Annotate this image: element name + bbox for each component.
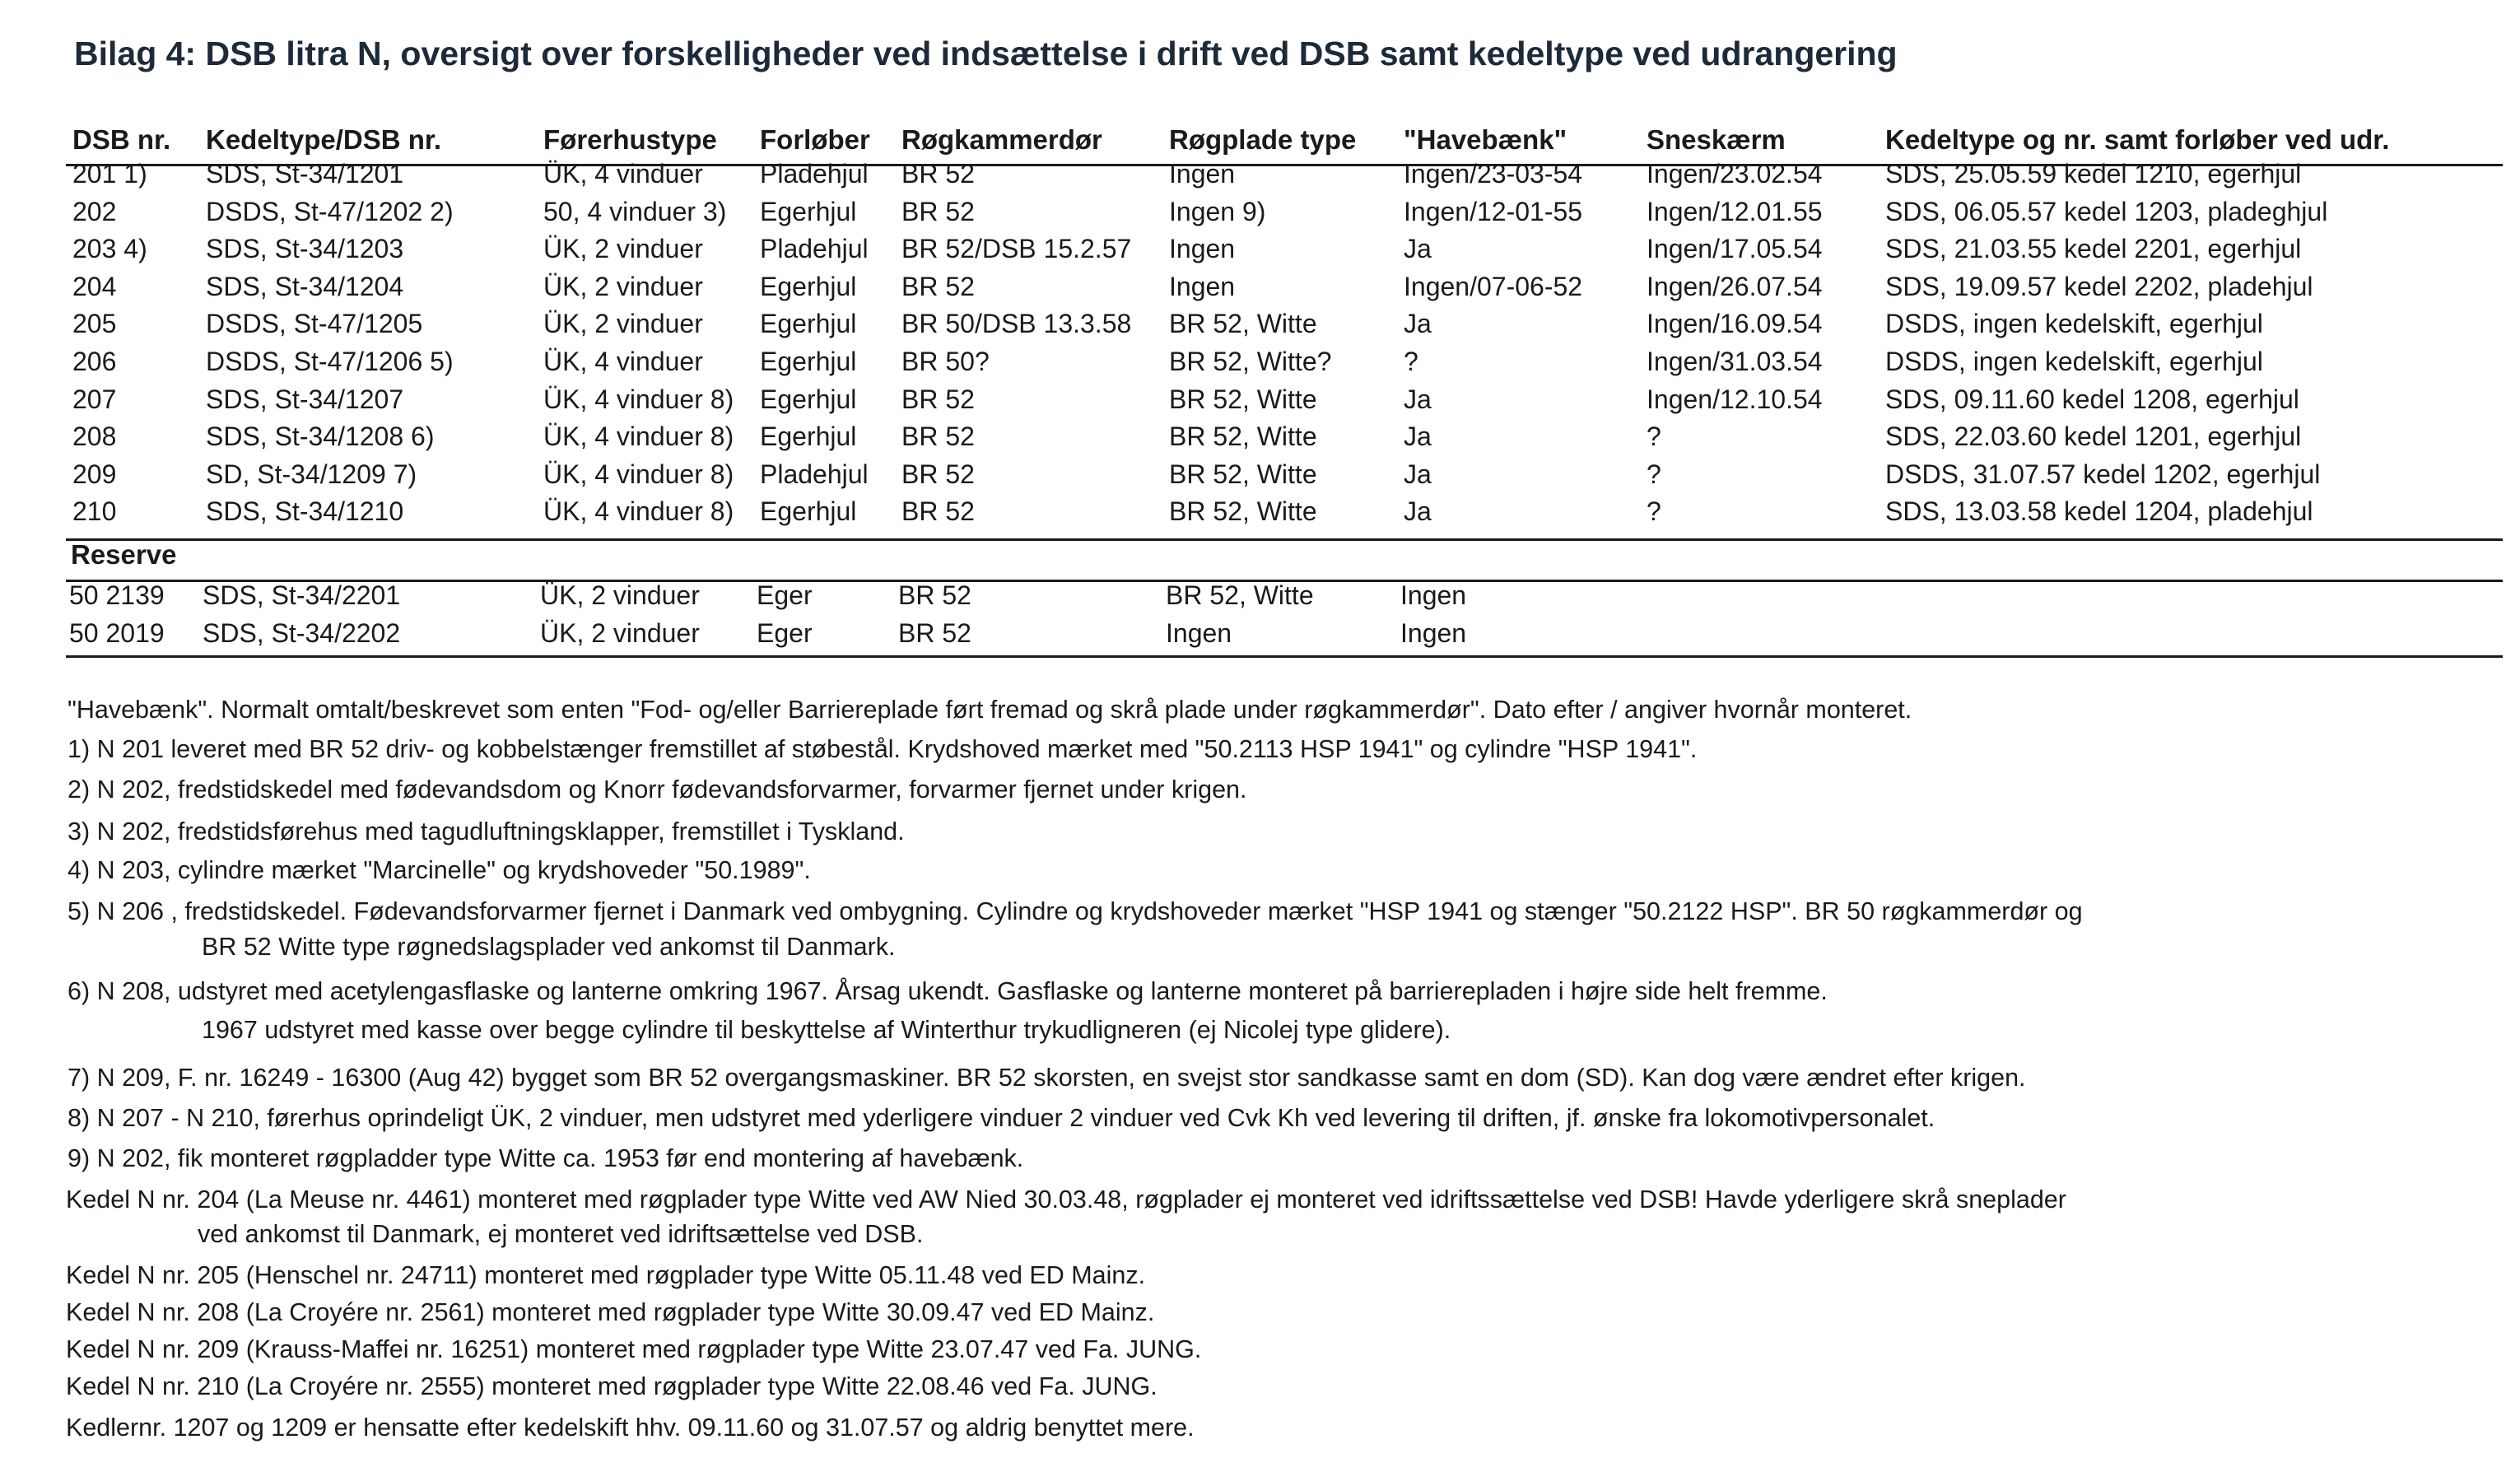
- table-cell-sneskaerm: Ingen/16.09.54: [1647, 309, 1823, 338]
- footnote-line: ved ankomst til Danmark, ej monteret ved idriftsættelse ved DSB.: [198, 1220, 924, 1248]
- table-cell-sneskaerm: ?: [1647, 422, 1661, 451]
- table-cell-kedeltype-udr: SDS, 09.11.60 kedel 1208, egerhjul: [1885, 384, 2299, 414]
- reserve-cell-kedeltype: SDS, St-34/2201: [203, 580, 401, 610]
- table-cell-forerhustype: ÜK, 4 vinduer 8): [543, 384, 734, 414]
- table-cell-forerhustype: ÜK, 4 vinduer 8): [543, 422, 734, 451]
- footnote-line: BR 52 Witte type røgnedslagsplader ved ankomst til Danmark.: [202, 933, 896, 961]
- table-cell-forerhustype: ÜK, 2 vinduer: [543, 234, 703, 263]
- reserve-cell-forlober: Eger: [757, 580, 813, 610]
- table-cell-havebaenk: Ja: [1404, 496, 1432, 526]
- footnote-line: 2) N 202, fredstidskedel med fødevandsdom og Knorr fødevandsforvarmer, forvarmer fjernet under krigen.: [68, 776, 1247, 804]
- table-cell-havebaenk: Ja: [1404, 384, 1432, 414]
- reserve-cell-forlober: Eger: [757, 618, 813, 648]
- table-cell-kedeltype: SDS, St-34/1208 6): [206, 422, 435, 451]
- table-cell-dsb-nr: 204: [72, 272, 117, 301]
- table-cell-kedeltype: SDS, St-34/1203: [206, 234, 404, 263]
- table-cell-dsb-nr: 202: [72, 197, 117, 226]
- table-cell-kedeltype: SDS, St-34/1204: [206, 272, 404, 301]
- table-cell-dsb-nr: 201 1): [72, 159, 147, 189]
- table-cell-kedeltype-udr: SDS, 19.09.57 kedel 2202, pladehjul: [1885, 272, 2313, 301]
- table-cell-havebaenk: Ingen/23-03-54: [1404, 159, 1583, 189]
- table-cell-rogkammerdor: BR 50/DSB 13.3.58: [901, 309, 1132, 338]
- reserve-cell-rogplade-type: Ingen: [1166, 618, 1232, 648]
- table-cell-dsb-nr: 205: [72, 309, 117, 338]
- table-cell-rogkammerdor: BR 52: [901, 197, 975, 226]
- footnote-line: 7) N 209, F. nr. 16249 - 16300 (Aug 42) bygget som BR 52 overgangsmaskiner. BR 52 skorsten, en svejst stor sandkasse samt en dom (SD). Kan dog være ændret efter krigen.: [68, 1064, 2026, 1092]
- column-header-dsb-nr: DSB nr.: [72, 124, 171, 155]
- table-rule: [66, 538, 2503, 541]
- reserve-cell-forerhustype: ÜK, 2 vinduer: [540, 580, 700, 610]
- table-cell-rogkammerdor: BR 52: [901, 159, 975, 189]
- footnote-line: 6) N 208, udstyret med acetylengasflaske og lanterne omkring 1967. Årsag ukendt. Gasflaske og lanterne monteret på barrierepladen i højre side helt fremme.: [68, 977, 1828, 1005]
- table-cell-rogplade-type: Ingen: [1169, 272, 1236, 301]
- table-cell-kedeltype: DSDS, St-47/1202 2): [206, 197, 454, 226]
- table-cell-dsb-nr: 203 4): [72, 234, 147, 263]
- table-cell-sneskaerm: ?: [1647, 459, 1661, 489]
- table-cell-sneskaerm: Ingen/12.01.55: [1647, 197, 1823, 226]
- footnote-line: 4) N 203, cylindre mærket "Marcinelle" og krydshoveder "50.1989".: [68, 856, 811, 884]
- table-cell-forerhustype: 50, 4 vinduer 3): [543, 197, 727, 226]
- table-cell-rogplade-type: BR 52, Witte: [1169, 459, 1317, 489]
- table-cell-rogkammerdor: BR 52: [901, 459, 975, 489]
- table-cell-dsb-nr: 206: [72, 347, 117, 376]
- table-cell-rogplade-type: BR 52, Witte: [1169, 496, 1317, 526]
- table-cell-havebaenk: Ja: [1404, 422, 1432, 451]
- column-header-forerhustype: Førerhustype: [543, 124, 717, 155]
- table-cell-sneskaerm: Ingen/31.03.54: [1647, 347, 1823, 376]
- table-cell-forlober: Egerhjul: [760, 197, 857, 226]
- table-cell-rogplade-type: BR 52, Witte?: [1169, 347, 1332, 376]
- table-cell-forerhustype: ÜK, 2 vinduer: [543, 272, 703, 301]
- footnote-line: 5) N 206 , fredstidskedel. Fødevandsforvarmer fjernet i Danmark ved ombygning. Cylindre og krydshoveder mærket "HSP 1941 og stænger "50.2122 HSP". BR 50 røgkammerdør og: [68, 897, 2083, 925]
- table-cell-kedeltype-udr: SDS, 21.03.55 kedel 2201, egerhjul: [1885, 234, 2302, 263]
- footnote-line: 9) N 202, fik monteret røgpladder type Witte ca. 1953 før end montering af havebænk.: [68, 1144, 1024, 1172]
- table-cell-kedeltype: SDS, St-34/1210: [206, 496, 404, 526]
- table-cell-kedeltype: SDS, St-34/1207: [206, 384, 404, 414]
- table-cell-rogplade-type: BR 52, Witte: [1169, 384, 1317, 414]
- table-cell-forlober: Egerhjul: [760, 309, 857, 338]
- table-cell-dsb-nr: 207: [72, 384, 117, 414]
- reserve-label: Reserve: [71, 539, 177, 570]
- column-header-sneskaerm: Sneskærm: [1647, 124, 1786, 155]
- reserve-cell-dsb-nr: 50 2019: [69, 618, 165, 648]
- footnote-line: 8) N 207 - N 210, førerhus oprindeligt ÜK, 2 vinduer, men udstyret med yderligere vinduer 2 vinduer ved Cvk Kh ved levering til driften, jf. ønske fra lokomotivpersonalet.: [68, 1104, 1935, 1132]
- column-header-forlober: Forløber: [760, 124, 870, 155]
- table-cell-havebaenk: Ja: [1404, 234, 1432, 263]
- table-cell-rogkammerdor: BR 52: [901, 384, 975, 414]
- reserve-cell-havebaenk: Ingen: [1400, 618, 1467, 648]
- reserve-cell-forerhustype: ÜK, 2 vinduer: [540, 618, 700, 648]
- table-cell-rogkammerdor: BR 52: [901, 496, 975, 526]
- column-header-kedeltype-udr: Kedeltype og nr. samt forløber ved udr.: [1885, 124, 2390, 155]
- table-cell-forlober: Pladehjul: [760, 234, 869, 263]
- table-cell-forerhustype: ÜK, 2 vinduer: [543, 309, 703, 338]
- table-cell-kedeltype-udr: SDS, 25.05.59 kedel 1210, egerhjul: [1885, 159, 2302, 189]
- footnote-line: "Havebænk". Normalt omtalt/beskrevet som enten "Fod- og/eller Barriereplade ført fremad og skrå plade under røgkammerdør". Dato efter / angiver hvornår monteret.: [68, 696, 1912, 724]
- reserve-cell-rogplade-type: BR 52, Witte: [1166, 580, 1314, 610]
- table-cell-kedeltype: DSDS, St-47/1205: [206, 309, 423, 338]
- table-cell-rogkammerdor: BR 52: [901, 272, 975, 301]
- table-cell-kedeltype-udr: SDS, 06.05.57 kedel 1203, pladeghjul: [1885, 197, 2328, 226]
- table-cell-kedeltype-udr: SDS, 13.03.58 kedel 1204, pladehjul: [1885, 496, 2313, 526]
- table-cell-dsb-nr: 208: [72, 422, 117, 451]
- table-cell-forlober: Egerhjul: [760, 384, 857, 414]
- table-cell-forerhustype: ÜK, 4 vinduer: [543, 347, 703, 376]
- table-cell-havebaenk: Ingen/12-01-55: [1404, 197, 1583, 226]
- reserve-cell-rogkammerdor: BR 52: [898, 580, 971, 610]
- footnote-line: Kedel N nr. 210 (La Croyére nr. 2555) monteret med røgplader type Witte 22.08.46 ved Fa. JUNG.: [66, 1372, 1158, 1400]
- table-rule: [66, 655, 2503, 658]
- table-cell-rogplade-type: BR 52, Witte: [1169, 422, 1317, 451]
- table-cell-dsb-nr: 210: [72, 496, 117, 526]
- table-cell-forlober: Pladehjul: [760, 159, 869, 189]
- table-cell-forlober: Egerhjul: [760, 422, 857, 451]
- footnote-line: Kedel N nr. 204 (La Meuse nr. 4461) monteret med røgplader type Witte ved AW Nied 30.03.48, røgplader ej monteret ved idriftssættelse ved DSB! Havde yderligere skrå sneplader: [66, 1186, 2066, 1213]
- table-cell-forerhustype: ÜK, 4 vinduer 8): [543, 459, 734, 489]
- table-cell-forlober: Egerhjul: [760, 272, 857, 301]
- table-cell-kedeltype-udr: DSDS, ingen kedelskift, egerhjul: [1885, 347, 2263, 376]
- table-cell-forlober: Pladehjul: [760, 459, 869, 489]
- table-cell-kedeltype-udr: DSDS, 31.07.57 kedel 1202, egerhjul: [1885, 459, 2321, 489]
- table-cell-sneskaerm: Ingen/23.02.54: [1647, 159, 1823, 189]
- column-header-rogkammerdor: Røgkammerdør: [901, 124, 1102, 155]
- column-header-rogplade-type: Røgplade type: [1169, 124, 1357, 155]
- footnote-line: Kedel N nr. 205 (Henschel nr. 24711) monteret med røgplader type Witte 05.11.48 ved ED Mainz.: [66, 1261, 1146, 1289]
- footnote-line: Kedlernr. 1207 og 1209 er hensatte efter kedelskift hhv. 09.11.60 og 31.07.57 og aldrig benyttet mere.: [66, 1414, 1195, 1442]
- table-cell-forerhustype: ÜK, 4 vinduer: [543, 159, 703, 189]
- footnote-line: Kedel N nr. 208 (La Croyére nr. 2561) monteret med røgplader type Witte 30.09.47 ved ED Mainz.: [66, 1298, 1155, 1326]
- table-cell-kedeltype: SDS, St-34/1201: [206, 159, 404, 189]
- page-title: Bilag 4: DSB litra N, oversigt over forskelligheder ved indsættelse i drift ved DSB samt kedeltype ved udrangering: [74, 35, 1898, 72]
- table-cell-rogkammerdor: BR 52/DSB 15.2.57: [901, 234, 1132, 263]
- table-cell-rogplade-type: Ingen: [1169, 234, 1236, 263]
- table-cell-rogkammerdor: BR 50?: [901, 347, 990, 376]
- table-cell-kedeltype-udr: DSDS, ingen kedelskift, egerhjul: [1885, 309, 2263, 338]
- table-cell-sneskaerm: Ingen/12.10.54: [1647, 384, 1823, 414]
- table-cell-forlober: Egerhjul: [760, 496, 857, 526]
- table-cell-rogplade-type: BR 52, Witte: [1169, 309, 1317, 338]
- table-cell-sneskaerm: ?: [1647, 496, 1661, 526]
- reserve-cell-kedeltype: SDS, St-34/2202: [203, 618, 401, 648]
- table-cell-rogkammerdor: BR 52: [901, 422, 975, 451]
- table-cell-kedeltype: SD, St-34/1209 7): [206, 459, 417, 489]
- footnote-line: 3) N 202, fredstidsførehus med tagudluftningsklapper, fremstillet i Tyskland.: [68, 818, 905, 845]
- footnote-line: Kedel N nr. 209 (Krauss-Maffei nr. 16251) monteret med røgplader type Witte 23.07.47 ved Fa. JUNG.: [66, 1335, 1202, 1363]
- table-cell-kedeltype: DSDS, St-47/1206 5): [206, 347, 454, 376]
- table-cell-havebaenk: Ja: [1404, 459, 1432, 489]
- table-cell-forlober: Egerhjul: [760, 347, 857, 376]
- table-cell-dsb-nr: 209: [72, 459, 117, 489]
- table-cell-rogplade-type: Ingen 9): [1169, 197, 1266, 226]
- footnote-line: 1967 udstyret med kasse over begge cylindre til beskyttelse af Winterthur trykudligneren (ej Nicolej type glidere).: [202, 1016, 1451, 1044]
- reserve-cell-havebaenk: Ingen: [1400, 580, 1467, 610]
- footnote-line: 1) N 201 leveret med BR 52 driv- og kobbelstænger fremstillet af støbestål. Krydshoved mærket med "50.2113 HSP 1941" og cylindre "HSP 1941".: [68, 735, 1698, 763]
- table-cell-havebaenk: Ja: [1404, 309, 1432, 338]
- column-header-kedeltype: Kedeltype/DSB nr.: [206, 124, 442, 155]
- table-cell-kedeltype-udr: SDS, 22.03.60 kedel 1201, egerhjul: [1885, 422, 2302, 451]
- reserve-cell-rogkammerdor: BR 52: [898, 618, 971, 648]
- table-cell-forerhustype: ÜK, 4 vinduer 8): [543, 496, 734, 526]
- table-cell-rogplade-type: Ingen: [1169, 159, 1236, 189]
- column-header-havebaenk: "Havebænk": [1404, 124, 1567, 155]
- reserve-cell-dsb-nr: 50 2139: [69, 580, 165, 610]
- table-cell-havebaenk: Ingen/07-06-52: [1404, 272, 1583, 301]
- table-cell-sneskaerm: Ingen/17.05.54: [1647, 234, 1823, 263]
- table-cell-havebaenk: ?: [1404, 347, 1418, 376]
- table-cell-sneskaerm: Ingen/26.07.54: [1647, 272, 1823, 301]
